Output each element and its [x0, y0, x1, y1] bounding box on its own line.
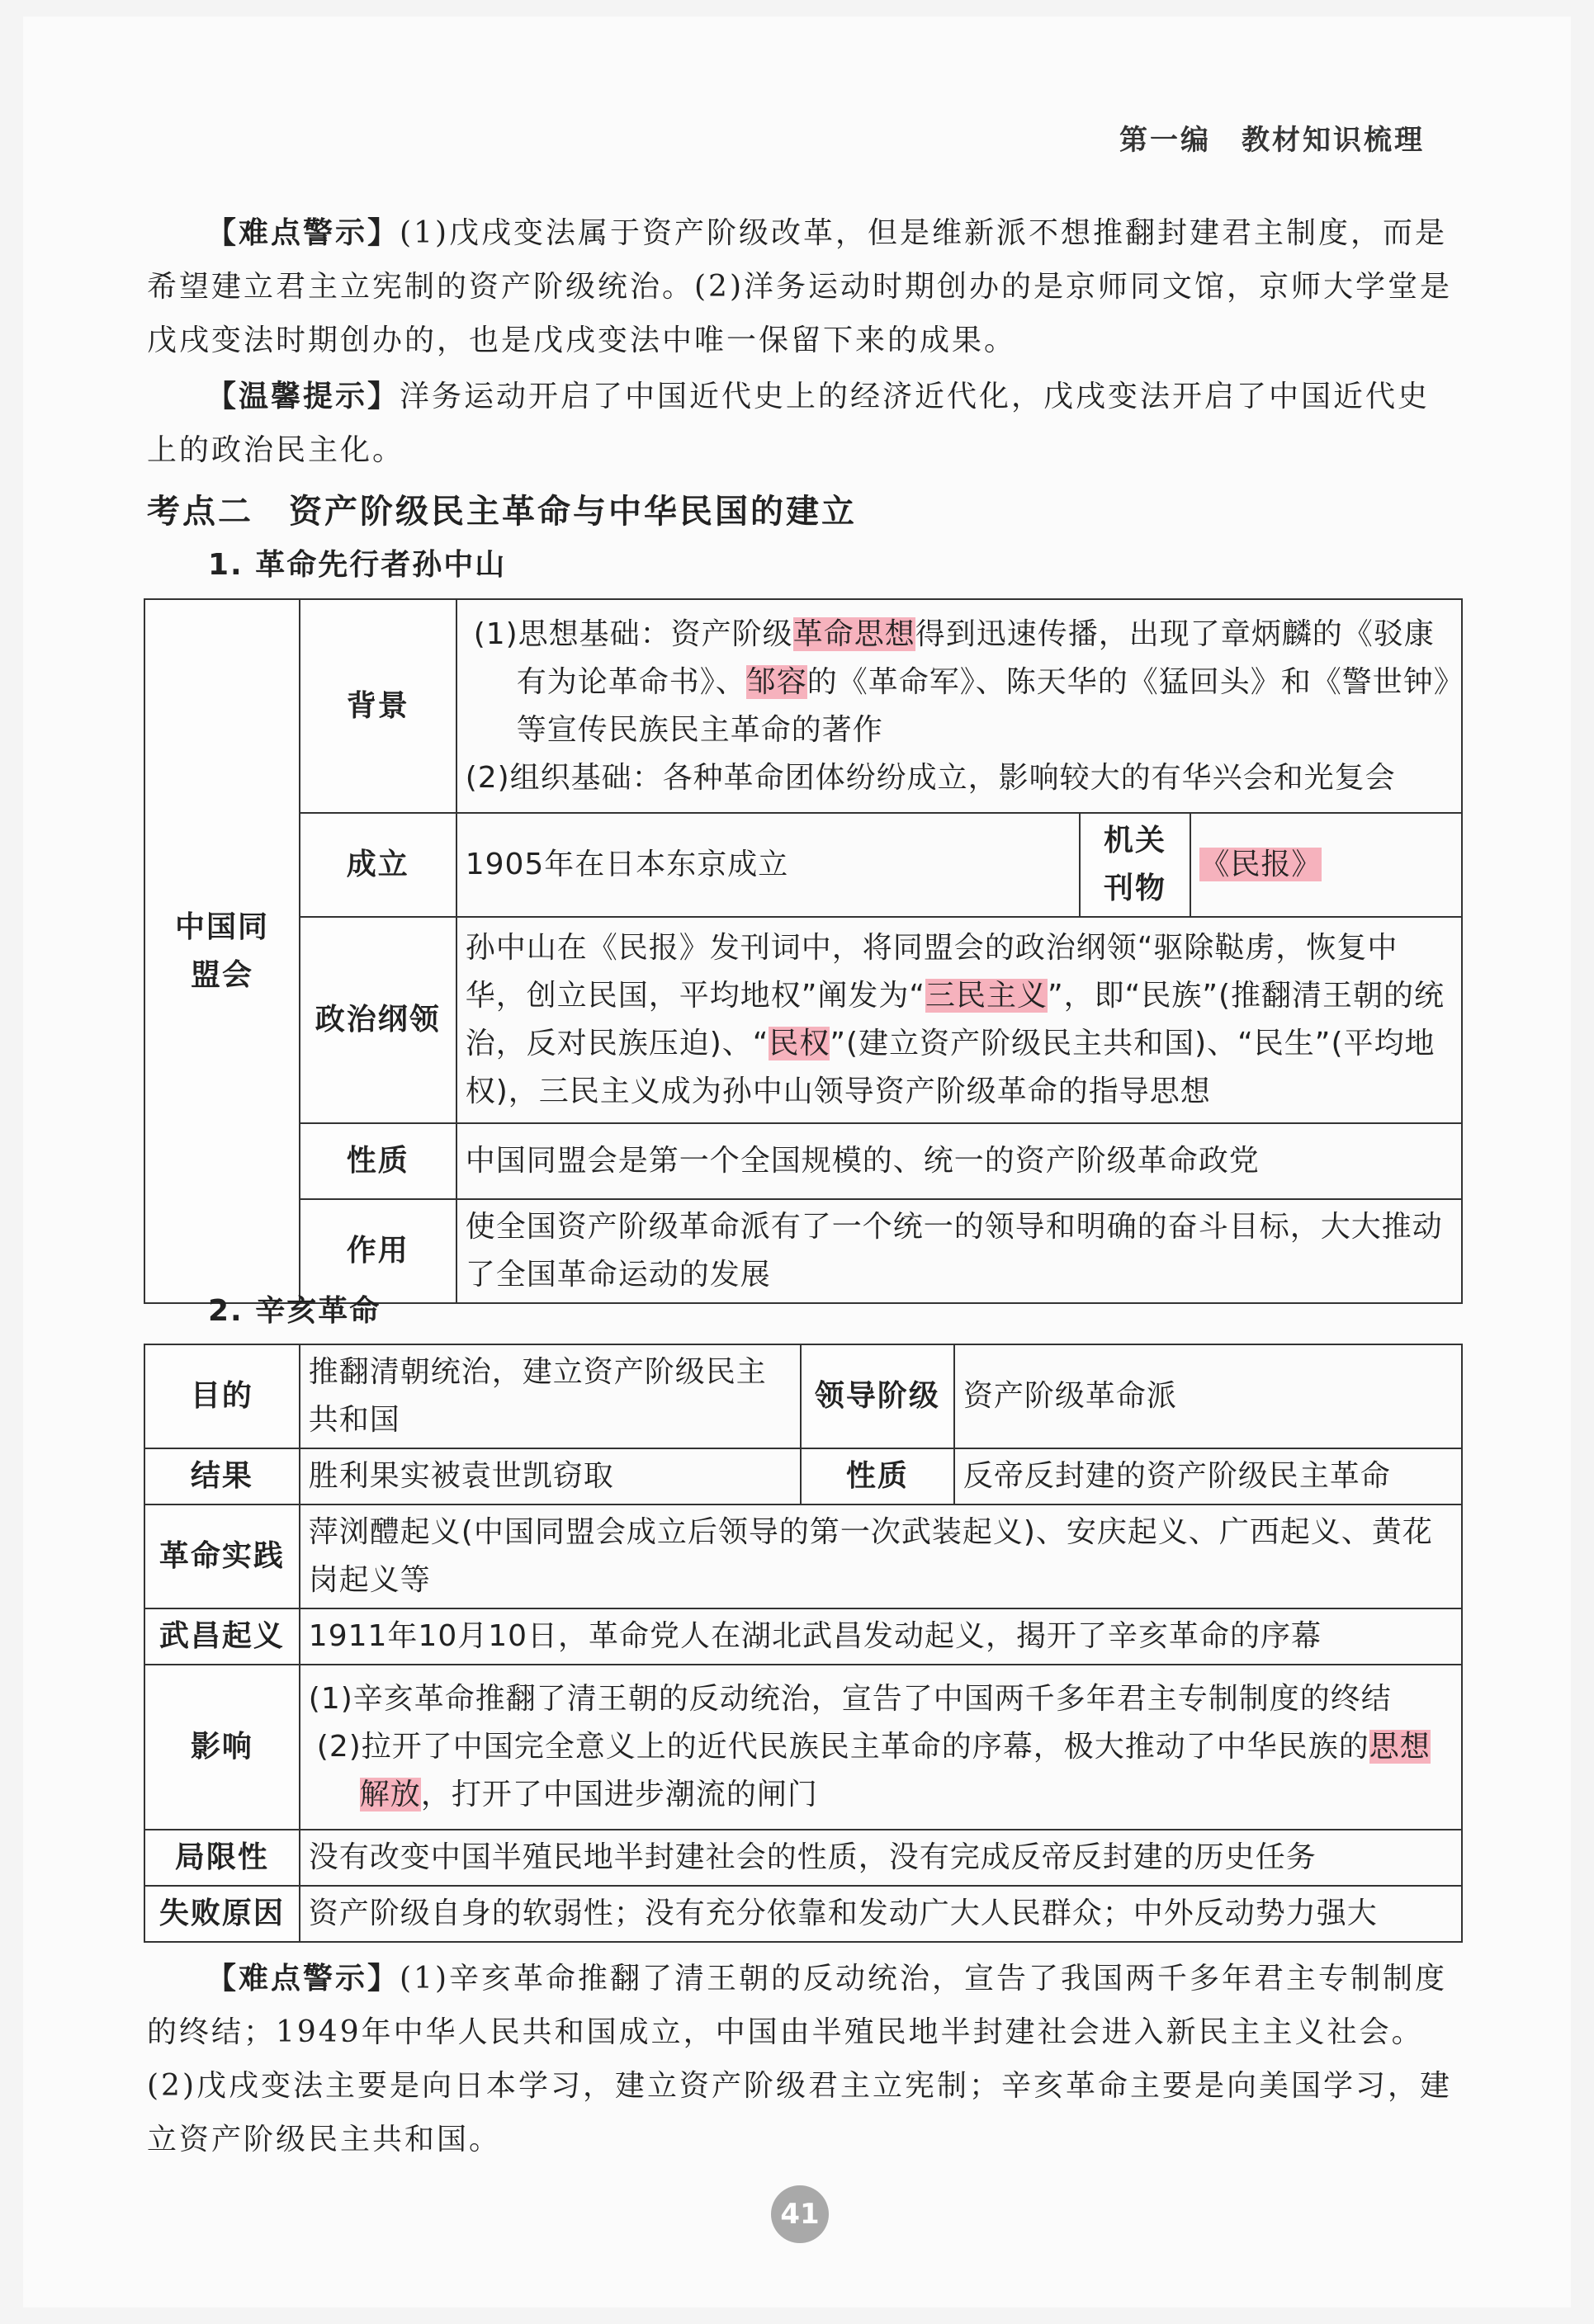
background-label: 背景 — [300, 599, 456, 813]
result-label: 结果 — [144, 1448, 300, 1504]
difficulty-tag: 【难点警示】 — [206, 1962, 400, 1996]
friendly-tip — [147, 370, 1458, 477]
limit-label: 局限性 — [144, 1830, 300, 1886]
failure-label: 失败原因 — [144, 1886, 300, 1942]
difficulty-text: (1)辛亥革命推翻了清王朝的反动统治，宣告了我国两千多年君主专制制度的终结；1949年中华人民共和国成立，中国由半殖民地半封建社会进入新民主主义社会。(2)戊戌变法主要是向日本学习，建立资产阶级君主立宪制；辛亥革命主要是向美国学习，建立资产阶级民主共和国。 — [147, 1962, 1452, 2156]
leader-label: 领导阶级 — [801, 1344, 954, 1448]
difficulty-tag: 【难点警示】 — [206, 216, 400, 250]
nature-cell: 反帝反封建的资产阶级民主革命 — [954, 1448, 1462, 1504]
journal-cell — [1190, 813, 1462, 917]
nature-cell: 中国同盟会是第一个全国规模的、统一的资产阶级革命政党 — [456, 1123, 1462, 1199]
difficulty-warning-1 — [147, 206, 1458, 367]
founding-cell: 1905年在日本东京成立 — [456, 813, 1080, 917]
impact-item-1: (1)辛亥革命推翻了清王朝的反动统治，宣告了中国两千多年君主专制制度的终结 — [308, 1682, 1392, 1716]
background-item-2: (2)组织基础：各种革命团体纷纷成立，影响较大的有华兴会和光复会 — [465, 760, 1396, 795]
failure-cell: 资产阶级自身的软弱性；没有充分依靠和发动广大人民群众；中外反动势力强大 — [300, 1886, 1462, 1942]
page-number: 41 — [771, 2185, 829, 2243]
aim-cell: 推翻清朝统治，建立资产阶级民主共和国 — [300, 1344, 801, 1448]
leader-cell: 资产阶级革命派 — [954, 1344, 1462, 1448]
tongmenghui-table — [144, 598, 1463, 1304]
effect-label: 作用 — [300, 1199, 456, 1303]
effect-cell: 使全国资产阶级革命派有了一个统一的领导和明确的奋斗目标，大大推动了全国革命运动的发展 — [456, 1199, 1462, 1303]
impact-label: 影响 — [144, 1665, 300, 1830]
journal-label: 机关刊物 — [1080, 813, 1191, 917]
impact-item-2: (2)拉开了中国完全意义上的近代民族民主革命的序幕，极大推动了中华民族的思想解放，打开了中国进步潮流的闸门 — [316, 1730, 1431, 1811]
program-cell: 孙中山在《民报》发刊词中，将同盟会的政治纲领“驱除鞑虏，恢复中华，创立民国，平均地权”阐发为“三民主义”，即“民族”(推翻清王朝的统治，反对民族压迫)、“民权”(建立资产阶级民主共和国)、“民生”(平均地权)，三民主义成为孙中山领导资产阶级革命的指导思想 — [456, 917, 1462, 1123]
aim-label: 目的 — [144, 1344, 300, 1448]
highlight: 思想解放 — [359, 1730, 1431, 1811]
program-label: 政治纲领 — [300, 917, 456, 1123]
tip-tag: 【温馨提示】 — [206, 380, 400, 413]
difficulty-text: (1)戊戌变法属于资产阶级改革，但是维新派不想推翻封建君主制度，而是希望建立君主立宪制的资产阶级统治。(2)洋务运动时期创办的是京师同文馆，京师大学堂是戊戌变法时期创办的，也是戊戌变法中唯一保留下来的成果。 — [147, 216, 1452, 357]
highlight: 民权 — [769, 1027, 830, 1060]
wuchang-cell: 1911年10月10日，革命党人在湖北武昌发动起义，揭开了辛亥革命的序幕 — [300, 1608, 1462, 1665]
highlight: 革命思想 — [792, 616, 915, 651]
background-cell — [456, 599, 1462, 813]
nature-label: 性质 — [300, 1123, 456, 1199]
result-cell: 胜利果实被袁世凯窃取 — [300, 1448, 801, 1504]
subsection-title-2: 2. 辛亥革命 — [208, 1294, 381, 1328]
impact-cell — [300, 1665, 1462, 1830]
subsection-title-1: 1. 革命先行者孙中山 — [208, 548, 507, 582]
background-item-1: (1)思想基础：资产阶级革命思想得到迅速传播，出现了章炳麟的《驳康有为论革命书》、邹容的《革命军》、陈天华的《猛回头》和《警世钟》等宣传民族民主革命的著作 — [473, 616, 1450, 747]
running-header: 第一编 教材知识梳理 — [1119, 124, 1425, 157]
founding-label: 成立 — [300, 813, 456, 917]
org-label: 中国同盟会 — [144, 599, 300, 1303]
practice-label: 革命实践 — [144, 1504, 300, 1608]
practice-cell: 萍浏醴起义(中国同盟会成立后领导的第一次武装起义)、安庆起义、广西起义、黄花岗起义等 — [300, 1504, 1462, 1608]
wuchang-label: 武昌起义 — [144, 1608, 300, 1665]
highlight: 《民报》 — [1199, 848, 1322, 881]
difficulty-warning-2 — [147, 1952, 1458, 2166]
xinhai-table — [144, 1344, 1463, 1943]
highlight: 三民主义 — [925, 979, 1048, 1013]
nature-label: 性质 — [801, 1448, 954, 1504]
section-title: 考点二 资产阶级民主革命与中华民国的建立 — [147, 493, 857, 531]
highlight: 邹容 — [745, 664, 807, 699]
limit-cell: 没有改变中国半殖民地半封建社会的性质，没有完成反帝反封建的历史任务 — [300, 1830, 1462, 1886]
tip-text: 洋务运动开启了中国近代史上的经济近代化，戊戌变法开启了中国近代史上的政治民主化。 — [147, 380, 1431, 467]
